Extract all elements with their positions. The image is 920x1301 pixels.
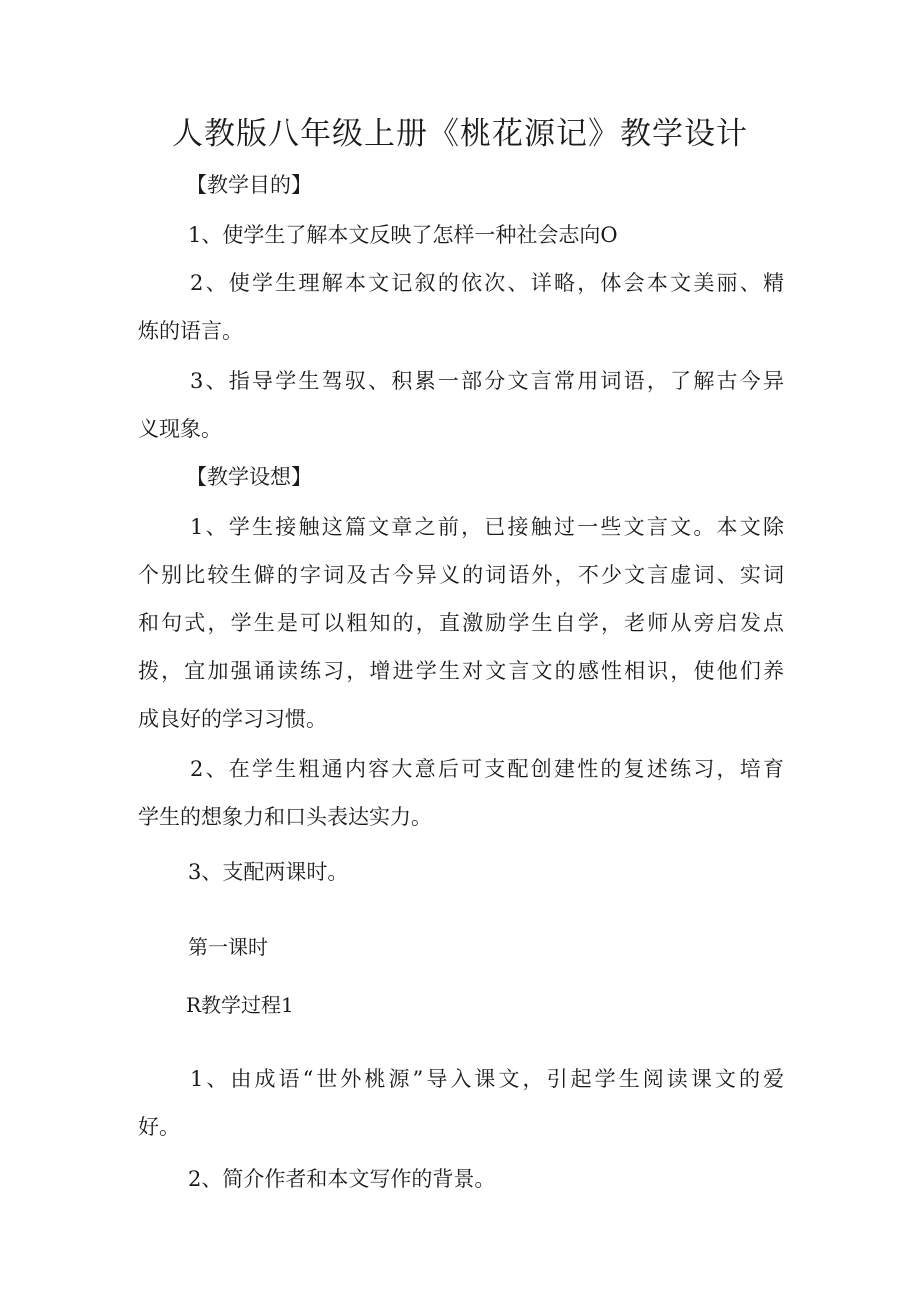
objective-2-line-1: 2、使学生理解本文记叙的依次、详略，体会本文美丽、精 [190, 271, 784, 295]
lesson-heading: 第一课时 [188, 935, 268, 959]
design-2-line-2: 学生的想象力和口头表达实力。 [138, 805, 432, 829]
objective-2-line-2: 炼的语言。 [138, 319, 243, 343]
design-1-line-2: 个别比较生僻的字词及古今异义的词语外，不少文言虚词、实词 [138, 563, 784, 587]
design-1-line-4: 拨，宜加强诵读练习，增进学生对文言文的感性相识，使他们养 [138, 659, 784, 683]
objective-1: 1、使学生了解本文反映了怎样一种社会志向O [188, 223, 618, 247]
document-title: 人教版八年级上册《桃花源记》教学设计 [172, 116, 748, 152]
design-1-line-5: 成良好的学习习惯。 [138, 707, 327, 731]
design-heading: 【教学设想】 [186, 465, 312, 489]
process-1-line-1: 1、由成语“世外桃源”导入课文，引起学生阅读课文的爱 [190, 1067, 784, 1091]
design-1-line-3: 和句式，学生是可以粗知的，直激励学生自学，老师从旁启发点 [138, 611, 784, 635]
process-heading: R教学过程1 [186, 993, 294, 1017]
process-1-line-2: 好。 [138, 1115, 180, 1139]
design-1-line-1: 1、学生接触这篇文章之前，已接触过一些文言文。本文除 [190, 515, 784, 539]
objective-3-line-2: 义现象。 [138, 417, 222, 441]
objective-3-line-1: 3、指导学生驾驭、积累一部分文言常用词语，了解古今异 [190, 369, 784, 393]
design-3: 3、支配两课时。 [188, 860, 349, 884]
process-2: 2、简介作者和本文写作的背景。 [188, 1167, 496, 1191]
objectives-heading: 【教学目的】 [186, 173, 312, 197]
design-2-line-1: 2、在学生粗通内容大意后可支配创建性的复述练习，培育 [190, 757, 784, 781]
